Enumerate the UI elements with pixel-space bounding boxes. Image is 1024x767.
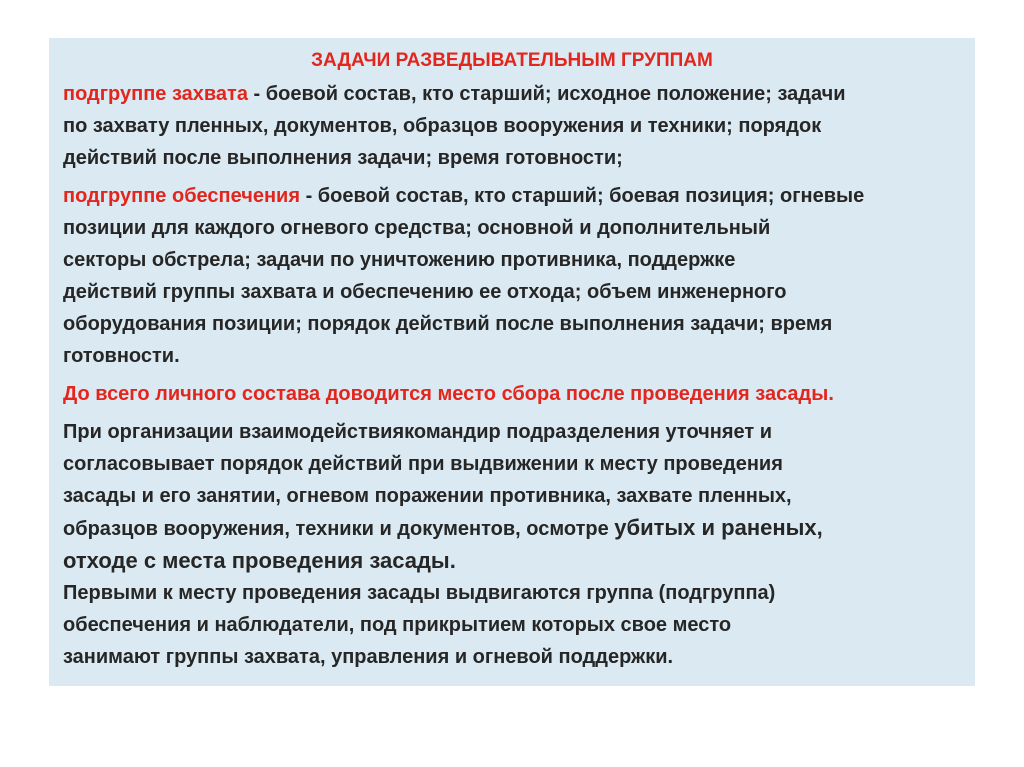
support-line-3: секторы обстрела; задачи по уничтожению противника, поддержке [63, 249, 736, 271]
interaction-line-8: занимают группы захвата, управления и огневой поддержки. [63, 646, 674, 668]
slide-title: ЗАДАЧИ РАЗВЕДЫВАТЕЛЬНЫМ ГРУППАМ [311, 50, 713, 71]
support-line-2: позиции для каждого огневого средства; основной и дополнительный [63, 217, 771, 239]
interaction-line-7: обеспечения и наблюдатели, под прикрытием которых свое место [63, 614, 732, 636]
assembly-note-text: До всего личного состава доводится место сбора после проведения засады. [63, 383, 834, 405]
interaction-paragraph [63, 416, 961, 673]
interaction-line-4b: убитых и раненых, [614, 515, 823, 540]
interaction-line-1: При организации взаимодействиякомандир подразделения уточняет и [63, 421, 773, 443]
capture-line-1: - боевой состав, кто старший; исходное положение; задачи [247, 83, 846, 105]
interaction-line-2: согласовывает порядок действий при выдвижении к месту проведения [63, 453, 783, 475]
support-line-1: - боевой состав, кто старший; боевая позиция; огневые [300, 185, 865, 207]
interaction-line-4a: образцов вооружения, техники и документов, осмотре [63, 518, 615, 540]
support-line-4: действий группы захвата и обеспечению ее отхода; объем инженерного [63, 281, 787, 303]
interaction-line-6: Первыми к месту проведения засады выдвигаются группа (подгруппа) [63, 582, 776, 604]
capture-line-3: действий после выполнения задачи; время готовности; [63, 147, 623, 169]
support-subgroup-label: подгруппе обеспечения [63, 185, 301, 207]
capture-subgroup-paragraph [63, 78, 961, 174]
support-line-5: оборудования позиции; порядок действий после выполнения задачи; время [63, 313, 833, 335]
assembly-note [63, 378, 961, 410]
content-panel [49, 38, 975, 686]
support-subgroup-paragraph [63, 180, 961, 372]
interaction-line-5: отходе с места проведения засады. [63, 548, 456, 573]
capture-subgroup-label: подгруппе захвата [63, 83, 248, 105]
interaction-line-3: засады и его занятии, огневом поражении противника, захвате пленных, [63, 485, 792, 507]
support-line-6: готовности. [63, 345, 180, 367]
capture-line-2: по захвату пленных, документов, образцов вооружения и техники; порядок [63, 115, 822, 137]
